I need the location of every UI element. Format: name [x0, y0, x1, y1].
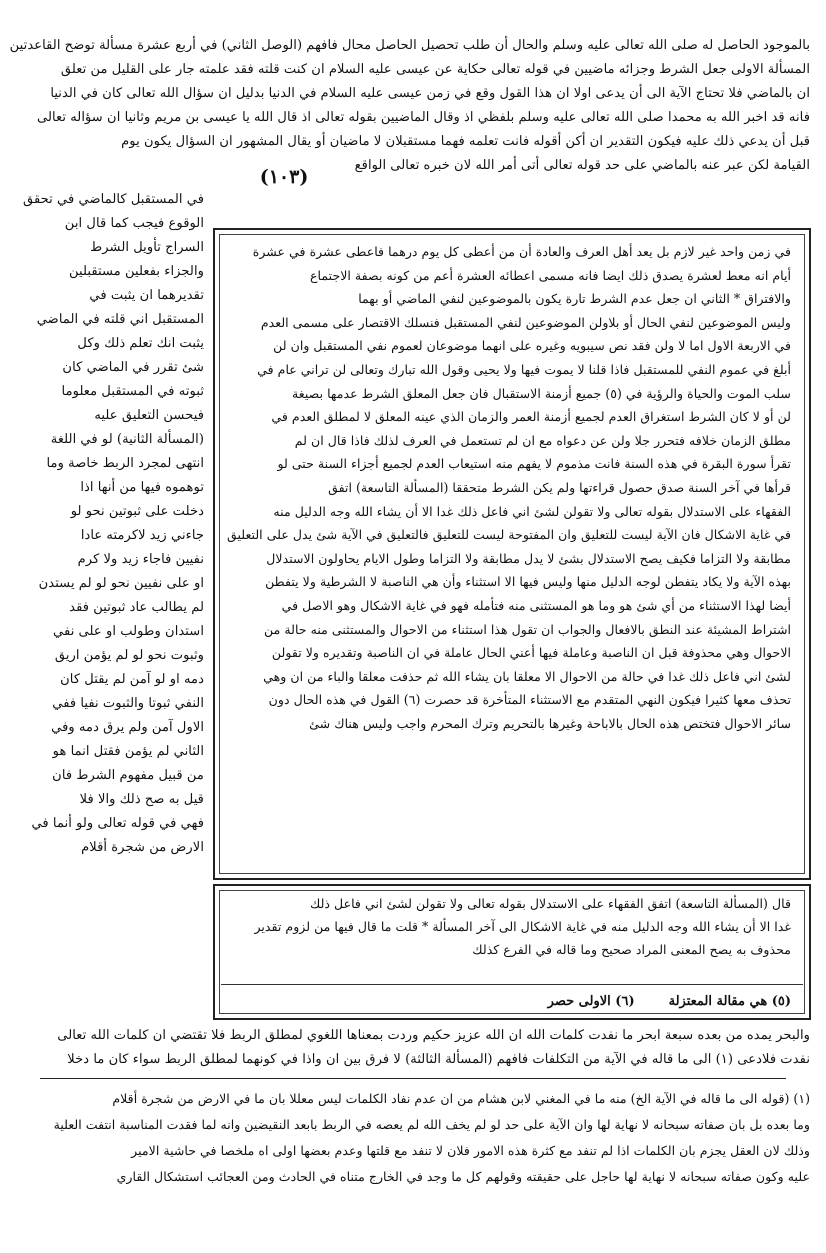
- text-line: والافتراق * الثاني ان جعل عدم الشرط تارة يكون بالموضوعين لنفي الماضي أو بهما: [358, 291, 791, 307]
- main-text-bottom: [54, 1024, 810, 1072]
- text-line: أيضا لهذا الاستثناء من أي شئ هو وما هو المستثنى منه فتأمله فهو في غاية الاشكال وهو الاصل في: [281, 597, 791, 613]
- text-line: سلب الموت والحياة والرؤية في (٥) جميع أزمنة الاستقبال فان جعل المعلق الشرط عدمها بصيغة: [292, 385, 791, 401]
- text-line: دمه او لو آمن لم يقتل كان: [60, 672, 204, 687]
- text-line: القيامة لكن عبر عنه بالماضي على حد قوله تعالى أتى أمر الله لان خبره تعالى الواقع: [354, 158, 810, 173]
- text-line: والجزاء بفعلين مستقبلين: [68, 264, 204, 279]
- text-line: الاحوال وهي محذوفة قبل ان الناصبة وعاملة فيها أعني الحال عاملة في ان الناصبة وتقديره ولا تقولن: [271, 645, 791, 661]
- text-line: فانه قد اخبر الله به محمدا صلى الله تعالى عليه وسلم بلفظي اذ وقال الماضيين بقوله تعالى اذ قال الله يا عيسى بن مريم وثانيا ان سؤاله تعالى: [36, 110, 810, 125]
- commentary-text: [227, 240, 791, 735]
- text-line: نفدت فلادعى (١) الى ما قاله في الآية من التكلفات فافهم (المسألة الثالثة) لا فرق بين ان واذا في كونهما لمطلق الربط سواء كان ما دخلا: [67, 1052, 810, 1067]
- text-line: يثبت انك تعلم ذلك وكل: [77, 336, 204, 351]
- text-line: بهذه الآية ولا يكاد يتفطن لوجه الدليل منها وليس فيها الا استثناء وأن هي الناصبة لا الشرطية ولا يتفطن: [265, 574, 791, 590]
- gloss-notes: [231, 990, 791, 1014]
- gloss-box: [213, 884, 811, 1020]
- text-line: السراج تأويل الشرط: [90, 240, 204, 255]
- main-text-top: [9, 34, 810, 178]
- text-line: محذوف به يصح المعنى المراد صحيح وما قاله في الفرع كذلك: [472, 942, 791, 957]
- footnote-line: (١) (قوله الى ما قاله في الآية الخ) منه ما في المغني لابن هشام من ان عدم نفاد الكلمات ليس معللا بان ما في الارض من شجرة أقلام: [112, 1091, 810, 1106]
- text-line: شئ تقرر في الماضي كان: [62, 360, 204, 375]
- text-line: انتهى لمجرد الربط خاصة وما: [46, 456, 204, 471]
- text-line: جاءني زيد لاكرمته عادا: [80, 528, 204, 543]
- page-number: (١٠٣): [236, 163, 332, 191]
- text-line: ثبوته في المستقبل معلوما: [61, 384, 204, 399]
- text-line: قرأها في آخر السنة صدق حصول قراءتها ولم يكن الشرط متحققا (المسألة التاسعة) اتفق: [328, 479, 791, 495]
- text-line: الوقوع فيجب كما قال ابن: [64, 216, 204, 231]
- text-line: قال (المسألة التاسعة) اتفق الفقهاء على الاستدلال بقوله تعالى ولا تقولن لشئ اني فاعل ذلك: [309, 896, 791, 911]
- text-line: الارض من شجرة أقلام: [81, 840, 204, 855]
- text-line: أيام انه معط لعشرة يصدق ذلك ايضا فانه مسمى اعطائه العشرة أعم من كونه بصفة الاجتماع: [310, 267, 791, 283]
- footnote: [40, 1086, 810, 1190]
- gloss-text: [231, 892, 791, 961]
- text-line: أبلغ في عموم النفي للمستقبل فاذا قلنا لا يموت فيها ولا يحيى وقول الله تبارك وتعالى لن تراني عام في: [257, 361, 791, 377]
- text-line: فهي في قوله تعالى ولو أنما في: [31, 816, 204, 831]
- text-line: لن أو لا كان الشرط استغراق العدم لجميع أزمنة العمر والزمان الذي عينه المعلق لا لمطلق العدم في: [271, 409, 791, 425]
- text-line: ان بالماضي فلا تحتاج الآية الى أن يدعى اولا ان هذا القول وقع في زمن عيسى عليه السلام في الدنيا بدليل ان سؤال الله تعالى كان في الدنيا: [50, 86, 810, 101]
- text-line: لشئ اني فاعل ذلك غدا في حالة من الاحوال الا معلقا بان يشاء الله ثم حذفت معلقا والباء من ان وهي: [263, 668, 791, 684]
- text-line: تحذف معها كثيرا فيكون النهي المتقدم مع الاستثناء المتأخرة قد حصرت (٦) القول في هذه الحال دون: [268, 692, 791, 708]
- text-line: لم يطالب عاد ثبوتين فقد: [69, 600, 204, 615]
- text-line: نفيين فاجاء زيد ولا كرم: [77, 552, 204, 567]
- text-line: الاول آمن ولم يرق دمه وفي: [51, 720, 204, 735]
- text-line: سائر الاحوال فتختص هذه الحال بالاباحة وغيرها بالتحريم وترك المحرم واجب وليس هناك شئ: [309, 715, 791, 731]
- text-line: والبحر يمده من بعده سبعة ابحر ما نفدت كلمات الله ان الله عزيز حكيم وردت بمعناها اللغوي لمطلق الربط فلا تقتضي ان كلمات الله تعالى: [57, 1028, 810, 1043]
- text-line: الفقهاء على الاستدلال بقوله تعالى ولا تقولن لشئ اني فاعل ذلك غدا الا أن يشاء الله وجه الدليل منه: [273, 503, 791, 519]
- text-line: اشتراط المشيئة عند النطق بالافعال والجواب ان تقول هذا استثناء من الاحوال والمستثنى منه حالة من: [264, 621, 791, 637]
- text-line: غدا الا أن يشاء الله وجه الدليل منه في غاية الاشكال الى آخر المسألة * قلت ما قال فيها من لزوم تقدير: [254, 919, 791, 934]
- text-line: المسألة الاولى جعل الشرط وجزائه ماضيين في قوله تعالى حكاية عن عيسى عليه السلام ان كنت قلته فقد علمته جار على القليل من تعلق: [60, 62, 810, 77]
- text-line: مطلق الزمان خلافه فتحرر جلا ولن عن دعواه مع ان لم تستعمل في العرف لذلك فاذا قال ان لم: [294, 432, 791, 448]
- text-line: في زمن واحد غير لازم بل يعد أهل العرف والعادة أن من أعطى كل يوم درهما فاعطى عشرة في عشرة: [252, 244, 791, 259]
- text-line: المستقبل اني قلته في الماضي: [36, 312, 204, 327]
- text-line: استدان وطولب او على نفي: [53, 624, 204, 639]
- commentary-box: [213, 228, 811, 880]
- text-line: (المسألة الثانية) لو في اللغة: [50, 432, 204, 447]
- footnote-line: وذلك لان العقل يجزم بان الكلمات اذا لم تنفد مع كثرة هذه الامور فلان لا تنفد مع قلتها وعدم بعضها اولى اه ملخصا في حاشية الامير: [131, 1143, 810, 1158]
- footnote-line: عليه وكون صفاته سبحانه لا نهاية لها حاجل على حقيقته وقولهم كل ما وجد في الخارج متناه في الحادث ومن العجائب استشكال القاري: [116, 1169, 810, 1184]
- text-line: في الاربعة الاول اما لا ولن فقد نص سيبويه وغيره على انهما موضوعان لعموم نفي المستقبل وان لن: [273, 338, 791, 354]
- footnote-line: وما بعده بل بان صفاته سبحانه لا نهاية لها وان الآية على حد لو لم يخف الله لم يعصه في الربط بابعد النقيضين وانه لما فقدت المناسبة انتفت العلية: [53, 1117, 810, 1132]
- text-line: تقرأ سورة البقرة في هذه السنة فانت مذموم لا يفهم منه استيعاب العدم لجميع أجزاء السنة حتى لو: [277, 456, 791, 472]
- footnote-separator: [40, 1078, 786, 1079]
- text-line: توهموه فيها من أنها اذا: [80, 480, 204, 495]
- gloss-note: (٥) هي مقالة المعتزلة: [668, 994, 791, 1009]
- text-line: قبل أن يدعي ذلك عليه فيكون التقدير ان أكن أقوله فانت تعلمه فهما مستقبلان لا ماضيان أو يقال المشهور ان السؤال يكون يوم: [121, 134, 810, 149]
- text-line: بالموجود الحاصل له صلى الله تعالى عليه وسلم والحال أن طلب تحصيل الحاصل محال فافهم (الوصل الثاني) في أربع عشرة مسألة توضح القاعدتين: [9, 38, 810, 53]
- text-line: قيل به صح ذلك والا فلا: [79, 792, 204, 807]
- text-line: في غاية الاشكال فان الآية ليست للتعليق وان المفتوحة ليست للتعليق فالتعليق في الآية شئ يدل على التعليق: [227, 527, 791, 543]
- text-line: دخلت على ثبوتين نحو لو: [70, 504, 204, 519]
- gloss-divider: [221, 984, 803, 985]
- text-line: فيحسن التعليق عليه: [94, 408, 204, 423]
- text-line: النفي ثبوتا والثبوت نفيا ففي: [52, 696, 204, 711]
- text-line: في المستقبل كالماضي في تحقق: [22, 192, 204, 207]
- text-line: من قبيل مفهوم الشرط فان: [52, 768, 204, 783]
- text-line: او على نفيين نحو لو لم يستدن: [38, 576, 204, 591]
- text-line: الثاني لم يؤمن فقتل انما هو: [52, 744, 204, 759]
- main-text-side-column: [22, 188, 204, 860]
- gloss-note: (٦) الاولى حصر: [547, 994, 635, 1009]
- text-line: تقديرهما ان يثبت في: [89, 288, 204, 303]
- text-line: مطابقة ولا التزاما فكيف يصح الاستدلال بشئ لا يدل مطابقة ولا التزاما وطول الايام يحاولون الاستدلال: [266, 550, 791, 566]
- text-line: وليس الموضوعين لنفي الحال أو بلاولن الموضوعين لنفي المستقبل فنسلك الاقتصار على مسمى العدم: [260, 314, 791, 330]
- text-line: وثبوت نحو لو لم يؤمن اريق: [54, 648, 204, 663]
